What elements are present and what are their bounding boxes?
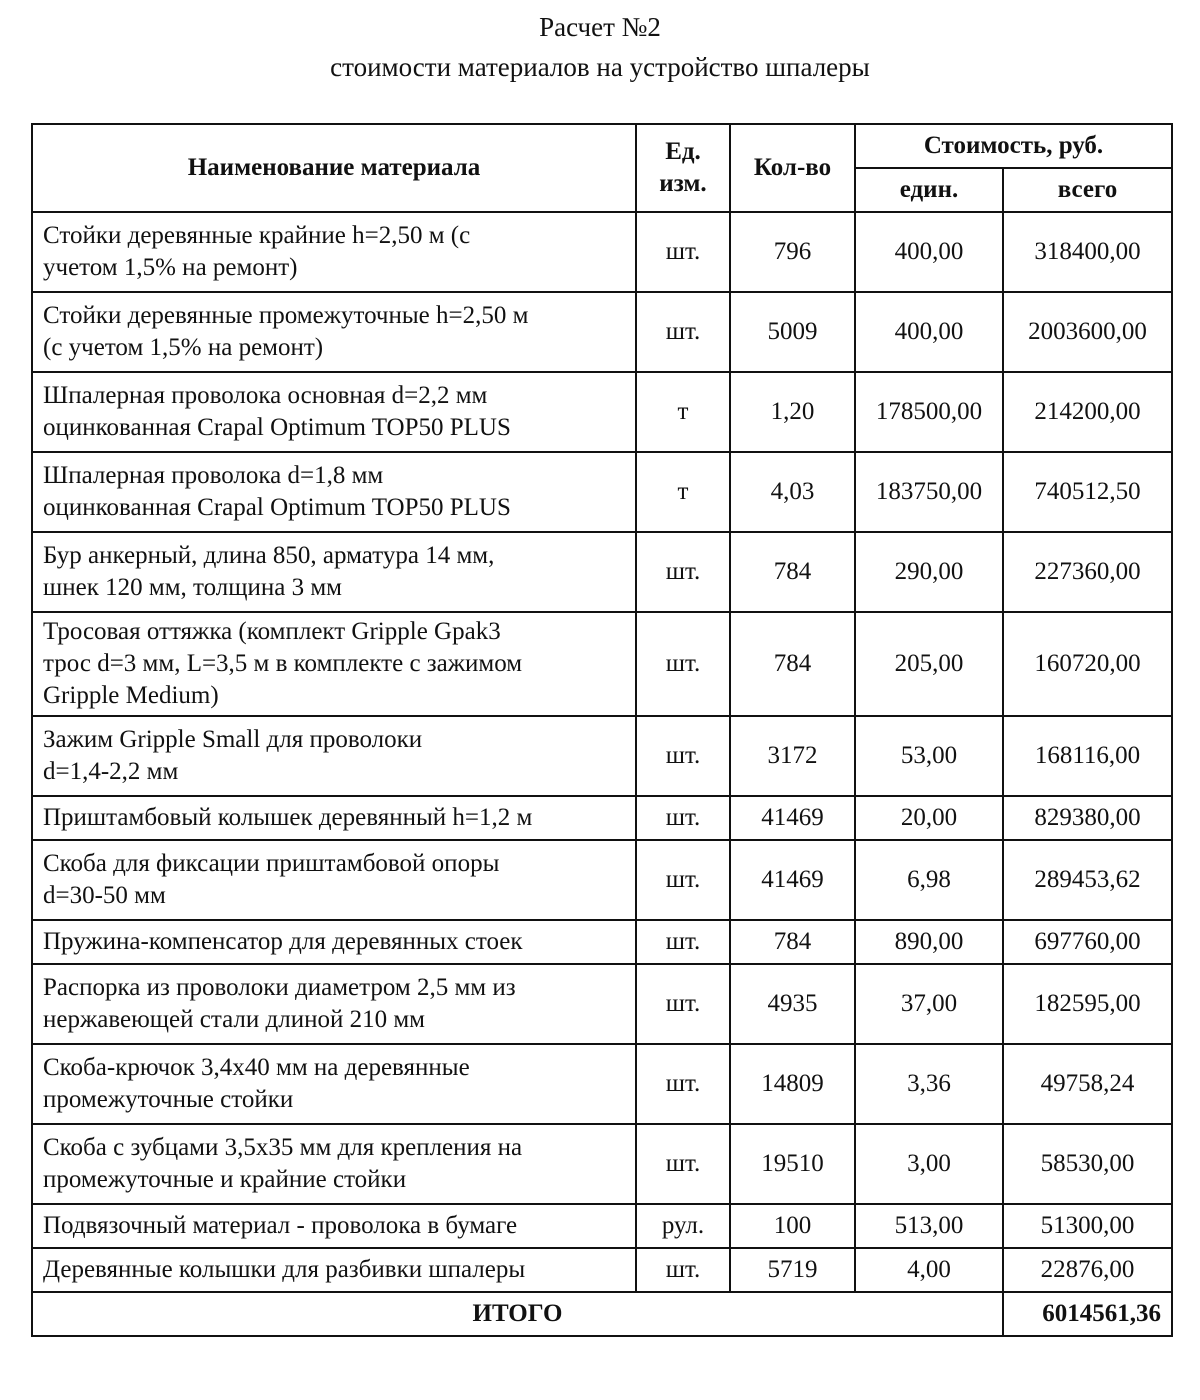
price-cell: 513,00 — [855, 1204, 1003, 1248]
total-cell: 829380,00 — [1003, 796, 1172, 840]
qty-cell: 5719 — [730, 1248, 855, 1292]
qty-cell: 4,03 — [730, 452, 855, 532]
table-row — [32, 1044, 1172, 1124]
unit-cell: т — [636, 372, 730, 452]
material-name: Распорка из проволоки диаметром 2,5 мм из нержавеющей стали длиной 210 мм — [32, 964, 636, 1044]
unit-cell: шт. — [636, 1124, 730, 1204]
table-row — [32, 292, 1172, 372]
total-cell: 2003600,00 — [1003, 292, 1172, 372]
total-cell: 214200,00 — [1003, 372, 1172, 452]
total-cell: 318400,00 — [1003, 212, 1172, 292]
total-cell: 51300,00 — [1003, 1204, 1172, 1248]
header-cost-unit: един. — [855, 168, 1003, 212]
unit-cell: шт. — [636, 532, 730, 612]
total-cell: 58530,00 — [1003, 1124, 1172, 1204]
unit-cell: шт. — [636, 796, 730, 840]
material-name: Скоба с зубцами 3,5x35 мм для крепления на промежуточные и крайние стойки — [32, 1124, 636, 1204]
header-unit: Ед. изм. — [636, 124, 730, 212]
total-cell: 289453,62 — [1003, 840, 1172, 920]
qty-cell: 41469 — [730, 796, 855, 840]
table-row — [32, 212, 1172, 292]
price-cell: 20,00 — [855, 796, 1003, 840]
total-cell: 740512,50 — [1003, 452, 1172, 532]
qty-cell: 784 — [730, 612, 855, 716]
total-value: 6014561,36 — [1003, 1292, 1172, 1336]
price-cell: 53,00 — [855, 716, 1003, 796]
header-name: Наименование материала — [32, 124, 636, 212]
material-name: Скоба для фиксации приштамбовой опоры d=30-50 мм — [32, 840, 636, 920]
material-name: Стойки деревянные крайние h=2,50 м (с учетом 1,5% на ремонт) — [32, 212, 636, 292]
qty-cell: 5009 — [730, 292, 855, 372]
total-cell: 182595,00 — [1003, 964, 1172, 1044]
price-cell: 3,00 — [855, 1124, 1003, 1204]
total-cell: 49758,24 — [1003, 1044, 1172, 1124]
table-row — [32, 796, 1172, 840]
qty-cell: 3172 — [730, 716, 855, 796]
price-cell: 400,00 — [855, 292, 1003, 372]
unit-cell: шт. — [636, 612, 730, 716]
table-row — [32, 840, 1172, 920]
header-cost-total: всего — [1003, 168, 1172, 212]
unit-cell: шт. — [636, 1044, 730, 1124]
qty-cell: 100 — [730, 1204, 855, 1248]
price-cell: 178500,00 — [855, 372, 1003, 452]
total-cell: 697760,00 — [1003, 920, 1172, 964]
qty-cell: 796 — [730, 212, 855, 292]
table-row — [32, 1248, 1172, 1292]
unit-cell: шт. — [636, 964, 730, 1044]
document-subtitle: стоимости материалов на устройство шпалеры — [330, 52, 870, 82]
material-name: Пружина-компенсатор для деревянных стоек — [32, 920, 636, 964]
header-qty: Кол-во — [730, 124, 855, 212]
unit-cell: шт. — [636, 1248, 730, 1292]
price-cell: 290,00 — [855, 532, 1003, 612]
table-row — [32, 532, 1172, 612]
unit-cell: т — [636, 452, 730, 532]
unit-cell: шт. — [636, 920, 730, 964]
material-name: Скоба-крючок 3,4x40 мм на деревянные промежуточные стойки — [32, 1044, 636, 1124]
table-row — [32, 716, 1172, 796]
qty-cell: 1,20 — [730, 372, 855, 452]
qty-cell: 4935 — [730, 964, 855, 1044]
price-cell: 37,00 — [855, 964, 1003, 1044]
qty-cell: 784 — [730, 532, 855, 612]
material-name: Подвязочный материал - проволока в бумаге — [32, 1204, 636, 1248]
unit-cell: шт. — [636, 292, 730, 372]
unit-cell: шт. — [636, 840, 730, 920]
table-row — [32, 920, 1172, 964]
price-cell: 400,00 — [855, 212, 1003, 292]
material-name: Шпалерная проволока основная d=2,2 мм оцинкованная Crapal Optimum TOP50 PLUS — [32, 372, 636, 452]
table-row — [32, 1204, 1172, 1248]
material-name: Зажим Gripple Small для проволоки d=1,4-2,2 мм — [32, 716, 636, 796]
unit-cell: шт. — [636, 212, 730, 292]
total-label: ИТОГО — [32, 1292, 1003, 1336]
price-cell: 205,00 — [855, 612, 1003, 716]
materials-table — [31, 123, 1173, 1337]
price-cell: 890,00 — [855, 920, 1003, 964]
total-cell: 160720,00 — [1003, 612, 1172, 716]
material-name: Тросовая оттяжка (комплект Gripple Gpak3 трос d=3 мм, L=3,5 м в комплекте с зажимом Gripple Medium) — [32, 612, 636, 716]
table-row — [32, 452, 1172, 532]
price-cell: 4,00 — [855, 1248, 1003, 1292]
price-cell: 183750,00 — [855, 452, 1003, 532]
qty-cell: 14809 — [730, 1044, 855, 1124]
material-name: Стойки деревянные промежуточные h=2,50 м (с учетом 1,5% на ремонт) — [32, 292, 636, 372]
total-cell: 227360,00 — [1003, 532, 1172, 612]
material-name: Деревянные колышки для разбивки шпалеры — [32, 1248, 636, 1292]
qty-cell: 784 — [730, 920, 855, 964]
table-row — [32, 964, 1172, 1044]
material-name: Бур анкерный, длина 850, арматура 14 мм, шнек 120 мм, толщина 3 мм — [32, 532, 636, 612]
total-cell: 22876,00 — [1003, 1248, 1172, 1292]
table-row — [32, 372, 1172, 452]
unit-cell: шт. — [636, 716, 730, 796]
total-cell: 168116,00 — [1003, 716, 1172, 796]
header-cost: Стоимость, руб. — [855, 124, 1172, 168]
total-row — [32, 1292, 1172, 1336]
price-cell: 3,36 — [855, 1044, 1003, 1124]
table-row — [32, 612, 1172, 716]
qty-cell: 41469 — [730, 840, 855, 920]
qty-cell: 19510 — [730, 1124, 855, 1204]
unit-cell: рул. — [636, 1204, 730, 1248]
document-title: Расчет №2 — [539, 12, 661, 42]
price-cell: 6,98 — [855, 840, 1003, 920]
table-row — [32, 1124, 1172, 1204]
material-name: Шпалерная проволока d=1,8 мм оцинкованная Crapal Optimum TOP50 PLUS — [32, 452, 636, 532]
material-name: Приштамбовый колышек деревянный h=1,2 м — [32, 796, 636, 840]
